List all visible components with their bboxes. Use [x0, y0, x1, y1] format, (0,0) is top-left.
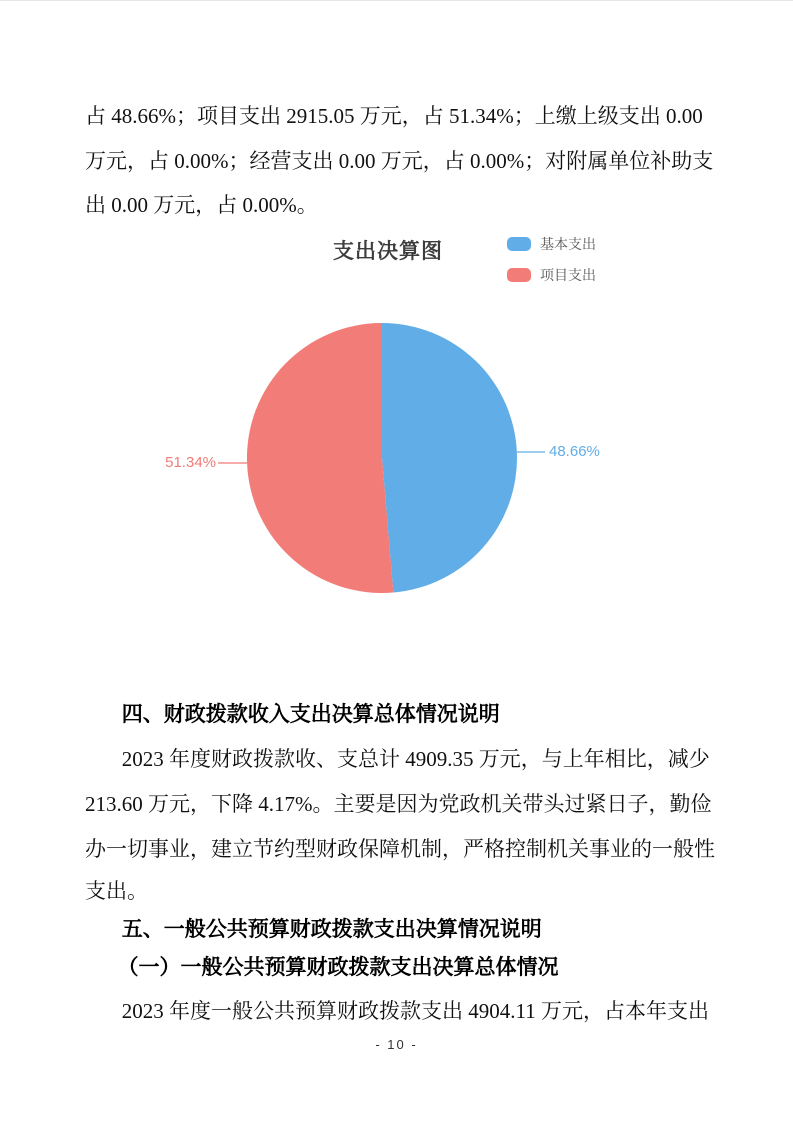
intro-line: 万元，占 0.00%；经营支出 0.00 万元，占 0.00%；对附属单位补助支 [85, 149, 714, 173]
legend-swatch-red [507, 268, 531, 282]
intro-line: 占 48.66%；项目支出 2915.05 万元，占 51.34%；上缴上级支出 0.00 [85, 104, 703, 128]
section4-line: 办一切事业，建立节约型财政保障机制，严格控制机关事业的一般性 [85, 837, 715, 861]
legend-item-project-expenditure[interactable] [507, 265, 596, 285]
legend-label: 项目支出 [540, 267, 596, 283]
chart-title: 支出决算图 [333, 240, 443, 263]
section4-heading: 四、财政拨款收入支出决算总体情况说明 [121, 702, 500, 726]
section5-line: 2023 年度一般公共预算财政拨款支出 4904.11 万元，占本年支出 [121, 999, 709, 1023]
pie-slice-project-expenditure[interactable] [247, 323, 393, 593]
chart-legend [507, 234, 596, 285]
section5-subheading: （一）一般公共预算财政拨款支出决算总体情况 [117, 955, 559, 979]
pie-label-basic-percent: 48.66% [549, 443, 600, 460]
page-number: - 10 - [375, 1037, 418, 1052]
intro-line: 出 0.00 万元，占 0.00%。 [85, 193, 318, 217]
section4-line: 213.60 万元，下降 4.17%。主要是因为党政机关带头过紧日子，勤俭 [85, 792, 712, 816]
page-top-edge [0, 0, 793, 1]
legend-label: 基本支出 [540, 236, 596, 252]
legend-swatch-blue [507, 237, 531, 251]
pie-chart-svg [160, 300, 640, 620]
pie-slice-basic-expenditure[interactable] [382, 323, 517, 593]
section4-line: 2023 年度财政拨款收、支总计 4909.35 万元，与上年相比，减少 [121, 747, 710, 771]
section5-heading: 五、一般公共预算财政拨款支出决算情况说明 [121, 917, 542, 941]
pie-label-project-percent: 51.34% [165, 454, 216, 471]
legend-item-basic-expenditure[interactable] [507, 234, 596, 254]
section4-line: 支出。 [85, 879, 148, 903]
